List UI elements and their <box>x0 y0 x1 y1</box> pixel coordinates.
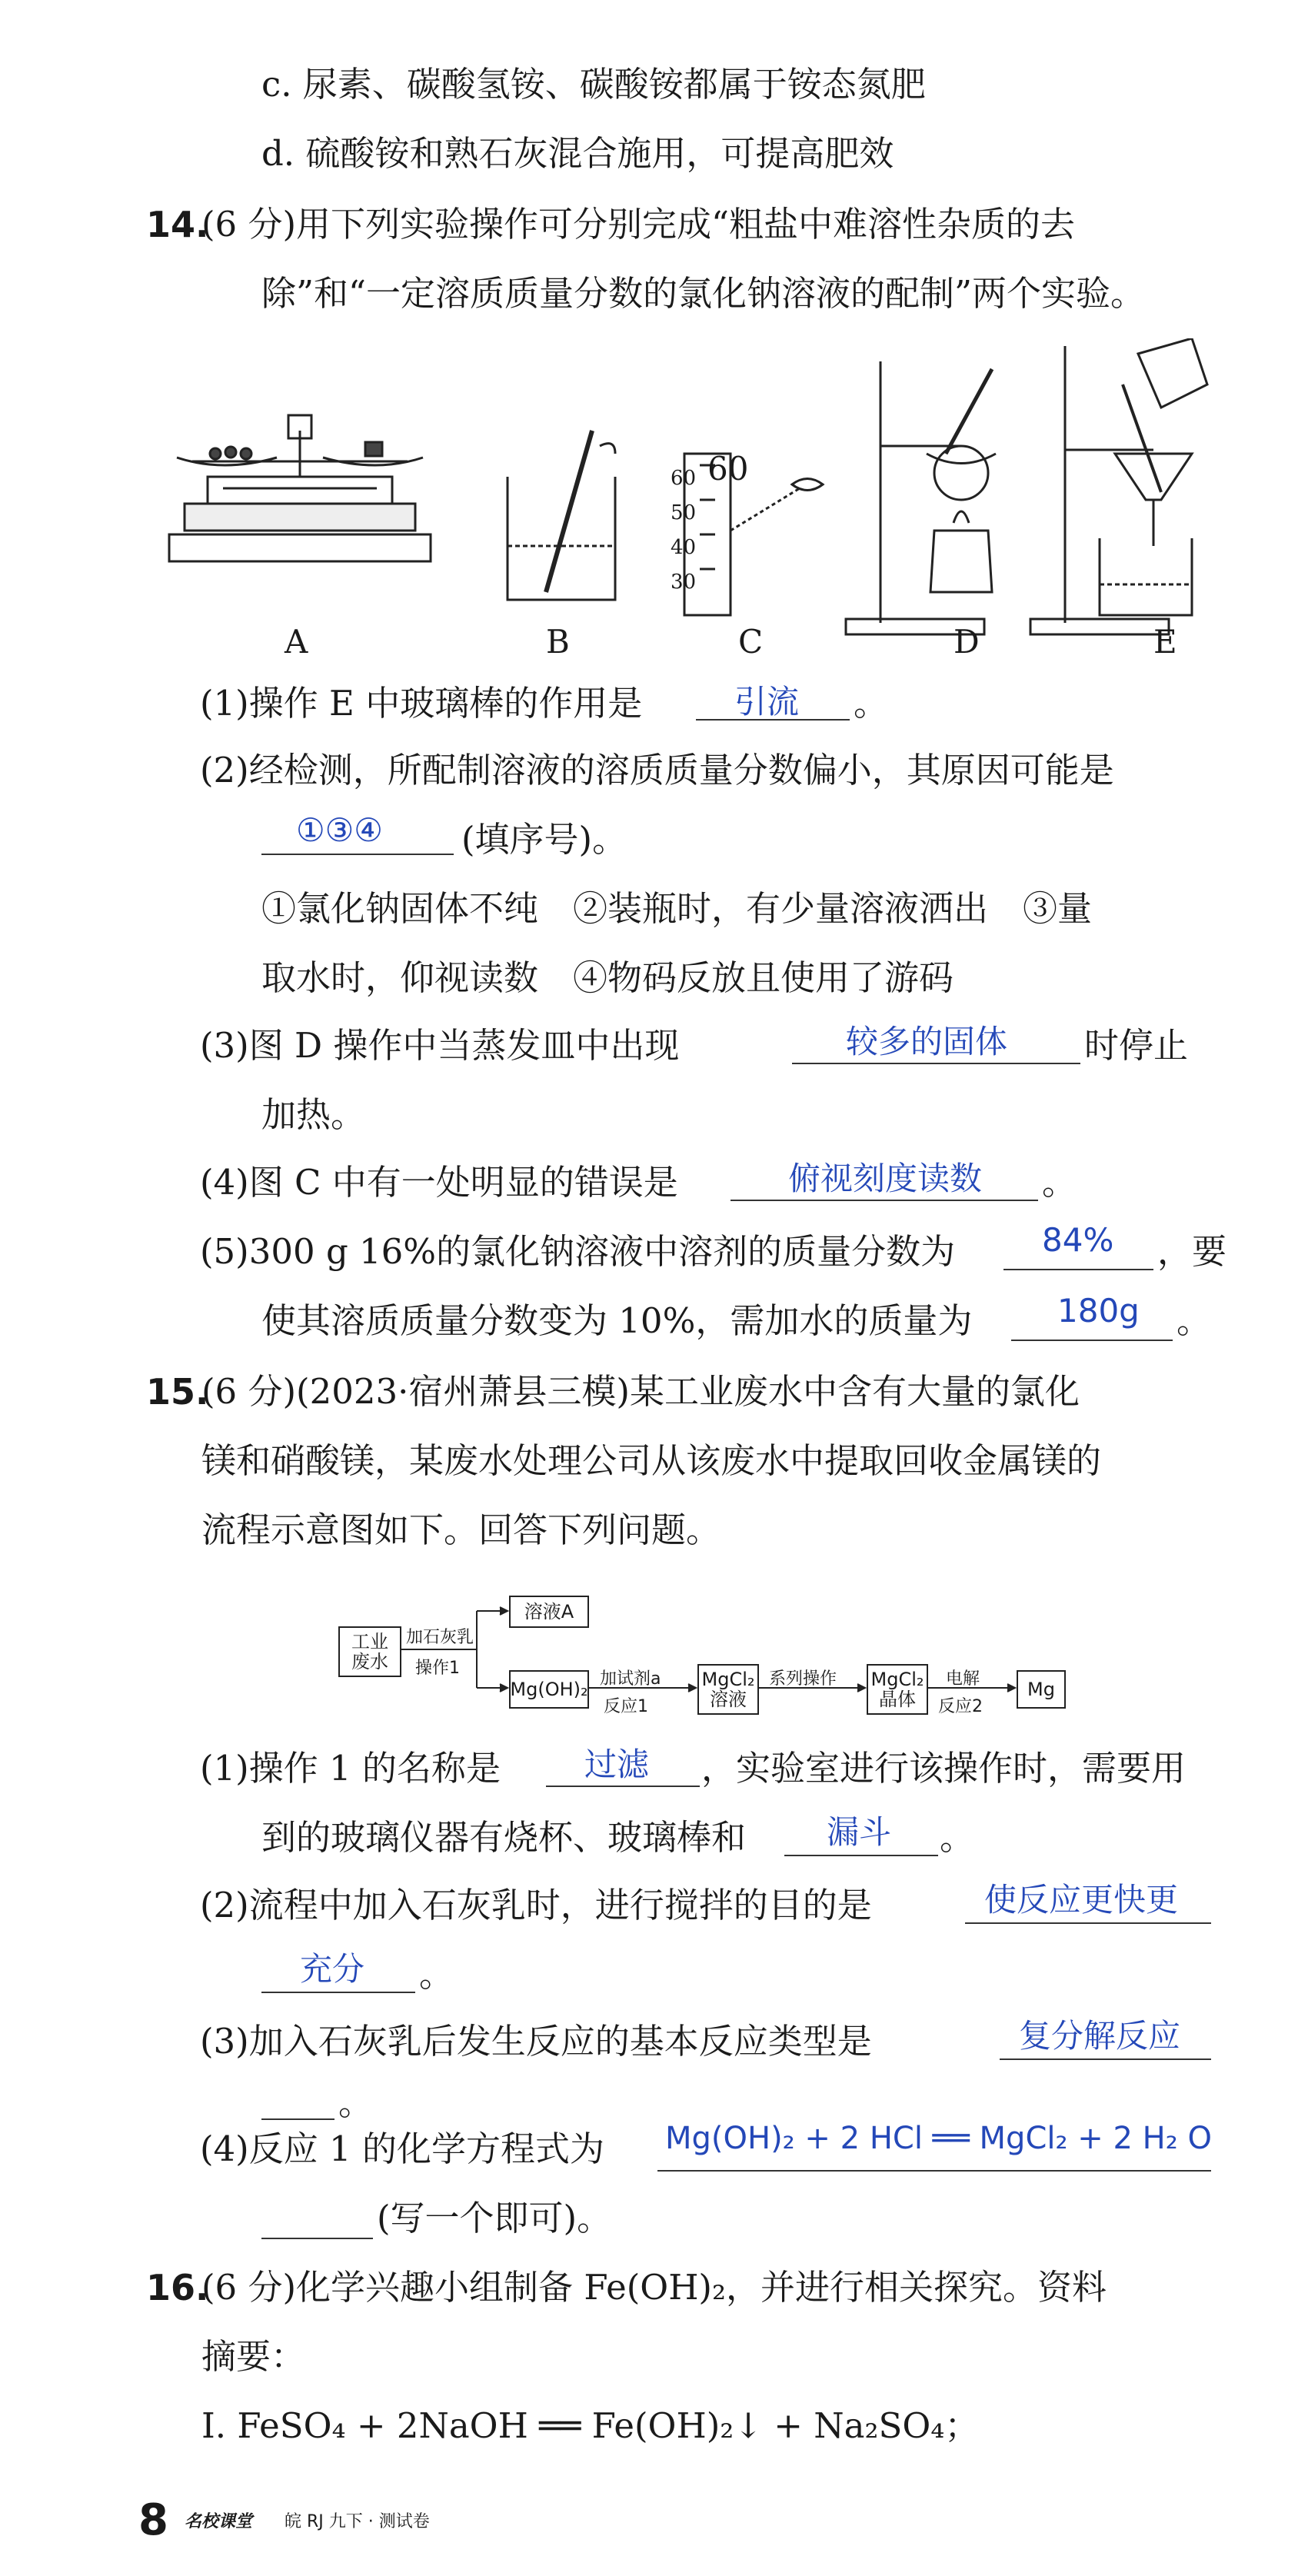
q15-flow-diagram <box>338 1584 1077 1730</box>
q14-stem-line2: 除”和“一定溶质质量分数的氯化钠溶液的配制”两个实验。 <box>261 273 1146 314</box>
tick-40: 40 <box>671 536 697 559</box>
flow-box-mgcl2-crystal: MgCl₂ 晶体 <box>867 1664 928 1715</box>
q14-p1-text: (1)操作 E 中玻璃棒的作用是 <box>200 683 643 724</box>
flow-box-mgcl2-solution: MgCl₂ 溶液 <box>697 1664 759 1715</box>
q15-p3-text: (3)加入石灰乳后发生反应的基本反应类型是 <box>200 2021 872 2062</box>
q15-p1-answer2: 漏斗 <box>827 1813 892 1851</box>
q15-stem-line2: 镁和硝酸镁，某废水处理公司从该废水中提取回收金属镁的 <box>201 1440 1102 1481</box>
q15-p1-blank <box>546 1786 700 1787</box>
q14-p5-end2: 。 <box>1177 1300 1212 1341</box>
q15-p1-mid: ，实验室进行该操作时，需要用 <box>701 1748 1187 1789</box>
q15-p2-blank <box>965 1922 1211 1924</box>
cylinder-tick-60: 60 <box>707 450 749 488</box>
q14-p3-answer: 较多的固体 <box>846 1023 1008 1060</box>
q14-p2-end: (填序号)。 <box>461 819 627 860</box>
q14-p5-blank <box>1003 1269 1153 1270</box>
q15-number: 15. <box>146 1371 209 1413</box>
tick-60: 60 <box>671 467 697 490</box>
q14-p2-options-1: ①氯化钠固体不纯 ②装瓶时，有少量溶液洒出 ③量 <box>261 888 1093 929</box>
q15-p2-answer2: 充分 <box>300 1950 365 1988</box>
tick-30: 30 <box>671 571 697 594</box>
q14-p5-answer: 84% <box>1042 1221 1114 1259</box>
flow-arrow1-top: 加石灰乳 <box>406 1628 474 1647</box>
q14-p5-blank2 <box>1011 1340 1173 1341</box>
q14-p3-line2: 加热。 <box>261 1094 366 1135</box>
flow-arrow1-bottom: 操作1 <box>415 1659 460 1678</box>
q14-p3-end: 时停止 <box>1084 1025 1189 1066</box>
q15-p4-blank2 <box>261 2238 373 2239</box>
flow-arrow2-bottom: 反应1 <box>604 1697 648 1716</box>
flow-box-mg: Mg <box>1017 1670 1066 1709</box>
q15-p1-blank2 <box>784 1855 938 1856</box>
footer-info: 皖 RJ 九下 · 测试卷 <box>285 2512 430 2531</box>
q14-apparatus-figure <box>161 338 1238 669</box>
q14-stem-line1: (6 分)用下列实验操作可分别完成“粗盐中难溶性杂质的去 <box>201 204 1076 245</box>
figure-label-b: B <box>546 623 570 661</box>
q14-p3-blank <box>792 1063 1080 1064</box>
q15-p1-line2: 到的玻璃仪器有烧杯、玻璃棒和 <box>261 1817 747 1858</box>
figure-label-d: D <box>954 623 980 661</box>
q16-number: 16. <box>146 2267 209 2308</box>
q15-p4-end: (写一个即可)。 <box>377 2198 612 2238</box>
q14-p4-end: 。 <box>1042 1162 1077 1203</box>
q14-p4-blank <box>731 1200 1038 1201</box>
page-number: 8 <box>138 2495 168 2545</box>
brand-logo: 名校课堂 <box>185 2512 253 2531</box>
q15-p2-end: 。 <box>419 1954 454 1995</box>
tick-50: 50 <box>671 501 697 524</box>
q15-p1-answer: 过滤 <box>584 1746 650 1783</box>
flow-arrow3-top: 系列操作 <box>769 1669 837 1689</box>
q14-p2-text: (2)经检测，所配制溶液的溶质质量分数偏小，其原因可能是 <box>200 750 1114 790</box>
q14-p2-answer: ①③④ <box>296 811 383 849</box>
q14-p2-options-2: 取水时，仰视读数 ④物码反放且使用了游码 <box>261 957 954 998</box>
flow-arrow2-top: 加试剂a <box>600 1669 661 1689</box>
q14-p5-text: (5)300 g 16%的氯化钠溶液中溶剂的质量分数为 <box>200 1231 956 1272</box>
q14-p3-text: (3)图 D 操作中当蒸发皿中出现 <box>200 1025 680 1066</box>
cylinder-ticks <box>671 461 696 600</box>
q15-stem-line1: (6 分)(2023·宿州萧县三模)某工业废水中含有大量的氯化 <box>201 1371 1080 1412</box>
q16-stem-line2: 摘要： <box>201 2336 306 2377</box>
flow-box-solution-a: 溶液A <box>509 1596 589 1628</box>
figure-label-a: A <box>285 623 308 661</box>
q15-p3-end: 。 <box>338 2082 374 2123</box>
q14-p5-line2: 使其溶质质量分数变为 10%，需加水的质量为 <box>261 1300 973 1341</box>
flow-arrow4-top: 电解 <box>946 1669 980 1689</box>
flow-arrow4-bottom: 反应2 <box>938 1697 983 1716</box>
q15-p3-blank2 <box>261 2118 334 2120</box>
q16-equation: Ⅰ. FeSO₄ + 2NaOH ══ Fe(OH)₂↓ + Na₂SO₄； <box>201 2405 980 2446</box>
q15-p3-answer: 复分解反应 <box>1019 2017 1181 2055</box>
q15-stem-line3: 流程示意图如下。回答下列问题。 <box>201 1509 721 1550</box>
q15-p4-answer: Mg(OH)₂ + 2 HCl ══ MgCl₂ + 2 H₂ O <box>665 2121 1212 2156</box>
q14-p5-answer2: 180g <box>1057 1292 1140 1330</box>
q14-p4-answer: 俯视刻度读数 <box>788 1160 983 1197</box>
flow-box-waste: 工业 废水 <box>338 1626 401 1677</box>
q15-p2-text: (2)流程中加入石灰乳时，进行搅拌的目的是 <box>200 1885 872 1925</box>
q15-p4-text: (4)反应 1 的化学方程式为 <box>200 2128 604 2169</box>
q15-p2-blank2 <box>261 1992 415 1993</box>
figure-label-e: E <box>1153 623 1177 661</box>
figure-label-c: C <box>738 623 764 661</box>
q15-p1-text: (1)操作 1 的名称是 <box>200 1748 501 1789</box>
q14-p1-end: 。 <box>854 683 889 724</box>
q14-p1-answer: 引流 <box>734 683 800 721</box>
q14-p4-text: (4)图 C 中有一处明显的错误是 <box>200 1162 678 1203</box>
q14-p5-end: ，要 <box>1157 1231 1227 1272</box>
q15-p2-answer: 使反应更快更 <box>984 1881 1179 1919</box>
q13-option-d: d. 硫酸铵和熟石灰混合施用，可提高肥效 <box>261 133 894 174</box>
flow-box-mgoh2: Mg(OH)₂ <box>509 1670 589 1709</box>
q15-p3-blank <box>1000 2058 1211 2060</box>
q14-number: 14. <box>146 204 209 245</box>
q15-p4-blank <box>657 2170 1211 2172</box>
q15-p1-end: 。 <box>940 1817 975 1858</box>
q14-p2-blank <box>261 854 454 855</box>
q13-option-c: c. 尿素、碳酸氢铵、碳酸铵都属于铵态氮肥 <box>261 64 926 105</box>
q16-stem-line1: (6 分)化学兴趣小组制备 Fe(OH)₂，并进行相关探究。资料 <box>201 2267 1107 2308</box>
